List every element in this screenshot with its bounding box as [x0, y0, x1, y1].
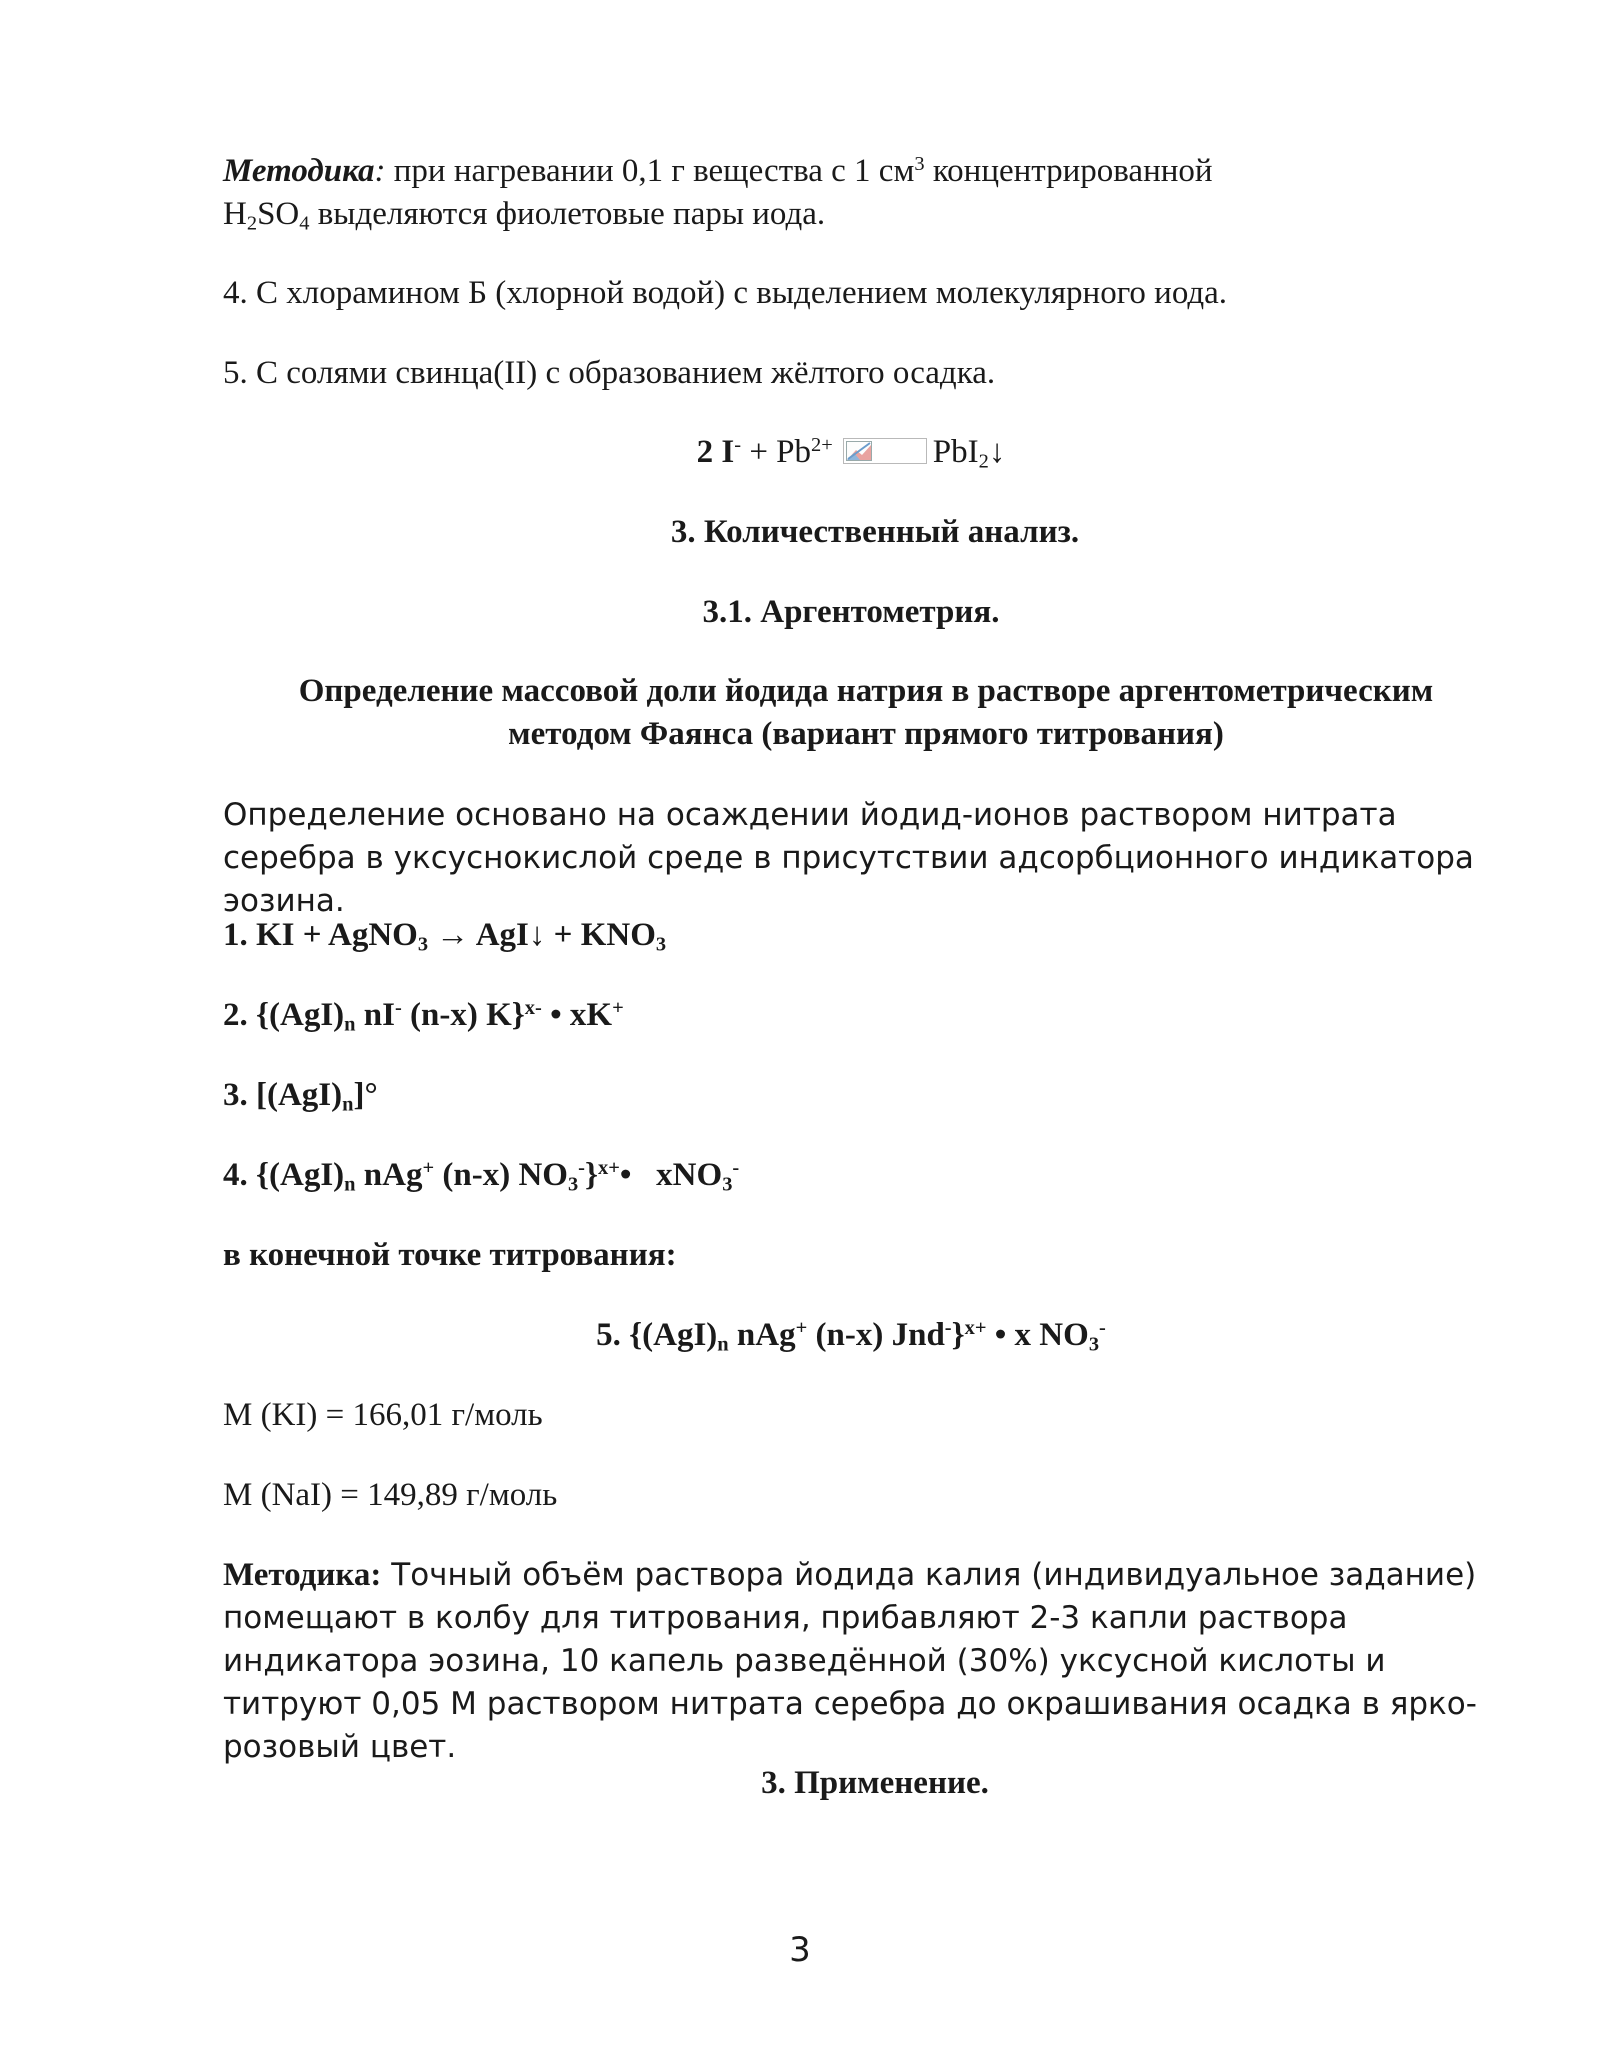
broken-image-icon: [843, 438, 927, 464]
method-label: Методика: [223, 153, 375, 189]
lead-iodide-equation: 2 $I^- + Pb^{2+}$ PbI$_2$↓: [696, 433, 1006, 473]
method-label-2: Методика:: [223, 1557, 382, 1593]
reaction-3: 3. $[(AgI)_n]^\circ$: [223, 1077, 378, 1116]
reaction-1: 1. KI + AgNO$_3$ → AgI↓ + $KNO_3$: [223, 917, 667, 956]
reaction-2: 2. {$(AgI)_n$ nI- (n-x) K}$^{x-}$ • xK+: [223, 996, 624, 1036]
basis-paragraph: Определение основано на осаждении йодид-ионов раствором нитрата серебра в уксуснокислой среде в присутствии адсорбционного индикатора эозина.: [223, 797, 1474, 919]
reaction-5: 5. {$(AgI)_n$ nAg+ (n-x) Jnd-}$^{x+}$ • x $NO_3^-$: [596, 1316, 1106, 1356]
method-paragraph-1: Методика: при нагревании 0,1 г вещества с 1 $см^3$ концентрированной $H_2SO_4$ выделяются фиолетовые пары иода.: [223, 152, 1213, 235]
heading-argentometry: 3.1. Аргентометрия.: [702, 594, 1000, 630]
molar-mass-ki: M (KI) = 166,01 г/моль: [223, 1397, 543, 1433]
method-title: Определение массовой доли йодида натрия в растворе аргентометрическим методом Фаянса (вариант прямого титрования): [298, 673, 1434, 752]
reaction-4: 4. {$(AgI)_n$ nAg+ (n-x) $NO_3^-\}^{x+}•$ xNO$_3$-: [223, 1156, 740, 1196]
heading-quantitative-analysis: 3. Количественный анализ.: [670, 514, 1080, 550]
molar-mass-nai: M (NaI) = 149,89 г/моль: [223, 1477, 558, 1513]
list-item-4: 4. С хлорамином Б (хлорной водой) с выделением молекулярного иода.: [223, 275, 1228, 311]
list-item-5: 5. С солями свинца(II) с образованием жёлтого осадка.: [223, 355, 996, 391]
heading-application: 3. Применение.: [761, 1765, 989, 1801]
endpoint-label: в конечной точке титрования:: [223, 1237, 677, 1273]
method-paragraph-2: Методика: Точный объём раствора йодида калия (индивидуальное задание) помещают в колбу для титрования, прибавляют 2-3 капли раствора индикатора эозина, 10 капель разведённой (30%) уксусной кислоты и титруют 0,05 М раствором нитрата серебра до окрашивания осадка в ярко-розовый цвет.: [223, 1557, 1477, 1765]
page-number: 3: [789, 1930, 811, 1970]
